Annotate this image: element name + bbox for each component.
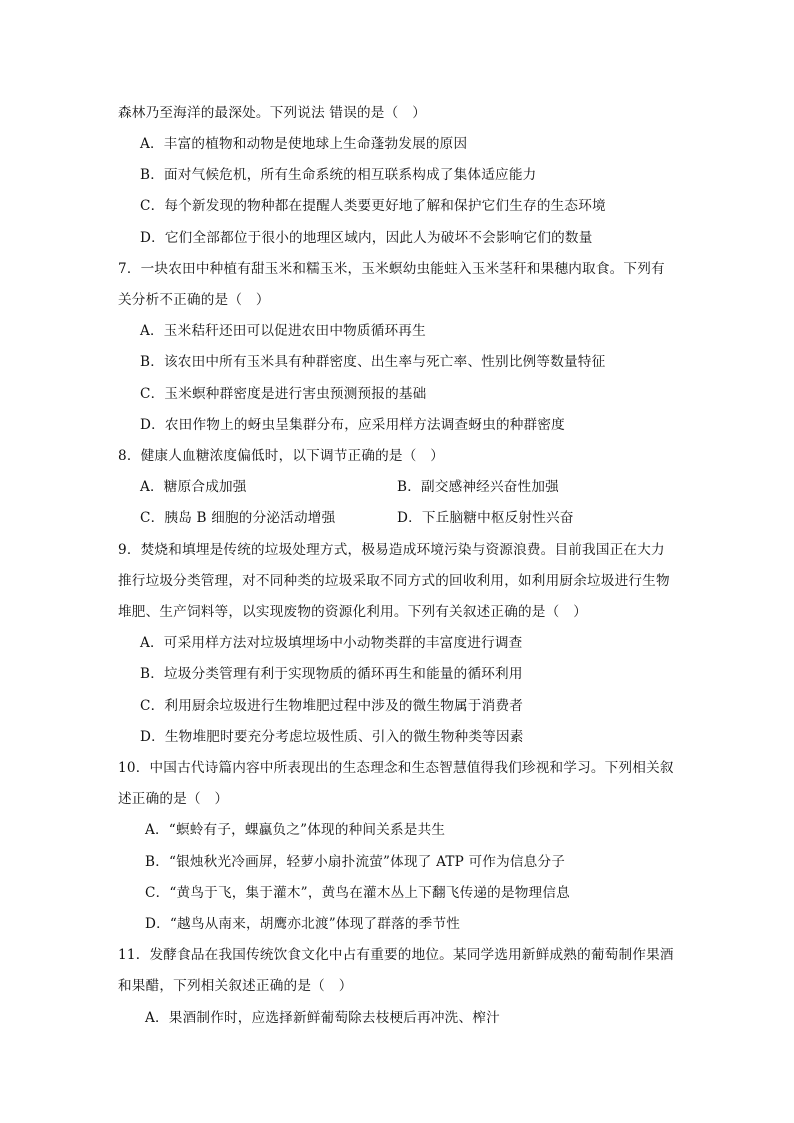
q6-option-d: D．它们全部都位于很小的地理区域内，因此人为破坏不会影响它们的数量 [140, 230, 593, 246]
q6-option-b: B．面对气候危机，所有生命系统的相互联系构成了集体适应能力 [140, 167, 537, 183]
q10-stem-line: 10．中国古代诗篇内容中所表现出的生态理念和生态智慧值得我们珍视和学习。下列相关叙 [118, 760, 674, 776]
q9-option-b: B．垃圾分类管理有利于实现物质的循环再生和能量的循环利用 [140, 666, 523, 682]
q9-option-a: A．可采用样方法对垃圾填埋场中小动物类群的丰富度进行调查 [140, 635, 523, 651]
q9-option-c: C．利用厨余垃圾进行生物堆肥过程中涉及的微生物属于消费者 [140, 698, 524, 714]
q8-option-d: D．下丘脑糖中枢反射性兴奋 [397, 510, 574, 526]
q7-option-b: B．该农田中所有玉米具有种群密度、出生率与死亡率、性别比例等数量特征 [140, 354, 606, 370]
q7-option-d: D．农田作物上的蚜虫呈集群分布，应采用样方法调查蚜虫的种群密度 [140, 417, 565, 433]
q11-stem-line: 和果醋，下列相关叙述正确的是（ ） [118, 978, 353, 994]
q10-option-b: B．“银烛秋光冷画屏，轻萝小扇扑流萤”体现了 ATP 可作为信息分子 [145, 854, 566, 870]
q11-stem-line: 11．发酵食品在我国传统饮食文化中占有重要的地位。某同学选用新鲜成熟的葡萄制作果酒 [118, 947, 674, 963]
q7-stem-line: 关分析不正确的是（ ） [118, 292, 270, 308]
q8-option-b: B．副交感神经兴奋性加强 [397, 479, 559, 495]
q9-stem-line: 推行垃圾分类管理，对不同种类的垃圾采取不同方式的回收利用，如利用厨余垃圾进行生物 [118, 573, 670, 589]
q9-stem-line: 9．焚烧和填埋是传统的垃圾处理方式，极易造成环境污染与资源浪费。目前我国正在大力 [118, 542, 665, 558]
q10-option-d: D．“越鸟从南来，胡鹰亦北渡”体现了群落的季节性 [145, 916, 461, 932]
q7-option-a: A．玉米秸秆还田可以促进农田中物质循环再生 [140, 323, 426, 339]
q7-stem-line: 7．一块农田中种植有甜玉米和糯玉米，玉米螟幼虫能蛀入玉米茎秆和果穗内取食。下列有 [118, 261, 665, 277]
q9-option-d: D．生物堆肥时要充分考虑垃圾性质、引入的微生物种类等因素 [140, 729, 524, 745]
q7-option-c: C．玉米螟种群密度是进行害虫预测预报的基础 [140, 386, 427, 402]
q9-stem-line: 堆肥、生产饲料等，以实现废物的资源化利用。下列有关叙述正确的是（ ） [118, 604, 587, 620]
q8-option-a: A．糖原合成加强 [140, 479, 247, 495]
q6-option-a: A．丰富的植物和动物是使地球上生命蓬勃发展的原因 [140, 136, 468, 152]
q11-option-a: A．果酒制作时，应选择新鲜葡萄除去枝梗后再冲洗、榨汁 [145, 1010, 500, 1026]
q10-option-c: C．“黄鸟于飞，集于灌木”，黄鸟在灌木丛上下翻飞传递的是物理信息 [145, 885, 570, 901]
q8-stem-line: 8．健康人血糖浓度偏低时，以下调节正确的是（ ） [118, 448, 445, 464]
q8-option-c: C．胰岛 B 细胞的分泌活动增强 [140, 510, 336, 526]
q6-option-c: C．每个新发现的物种都在提醒人类要更好地了解和保护它们生存的生态环境 [140, 198, 606, 214]
q10-stem-line: 述正确的是（ ） [118, 791, 229, 807]
q6-stem-line: 森林乃至海洋的最深处。下列说法 错误的是（ ） [118, 105, 426, 121]
q10-option-a: A．“螟蛉有子，蜾蠃负之”体现的种间关系是共生 [145, 822, 446, 838]
